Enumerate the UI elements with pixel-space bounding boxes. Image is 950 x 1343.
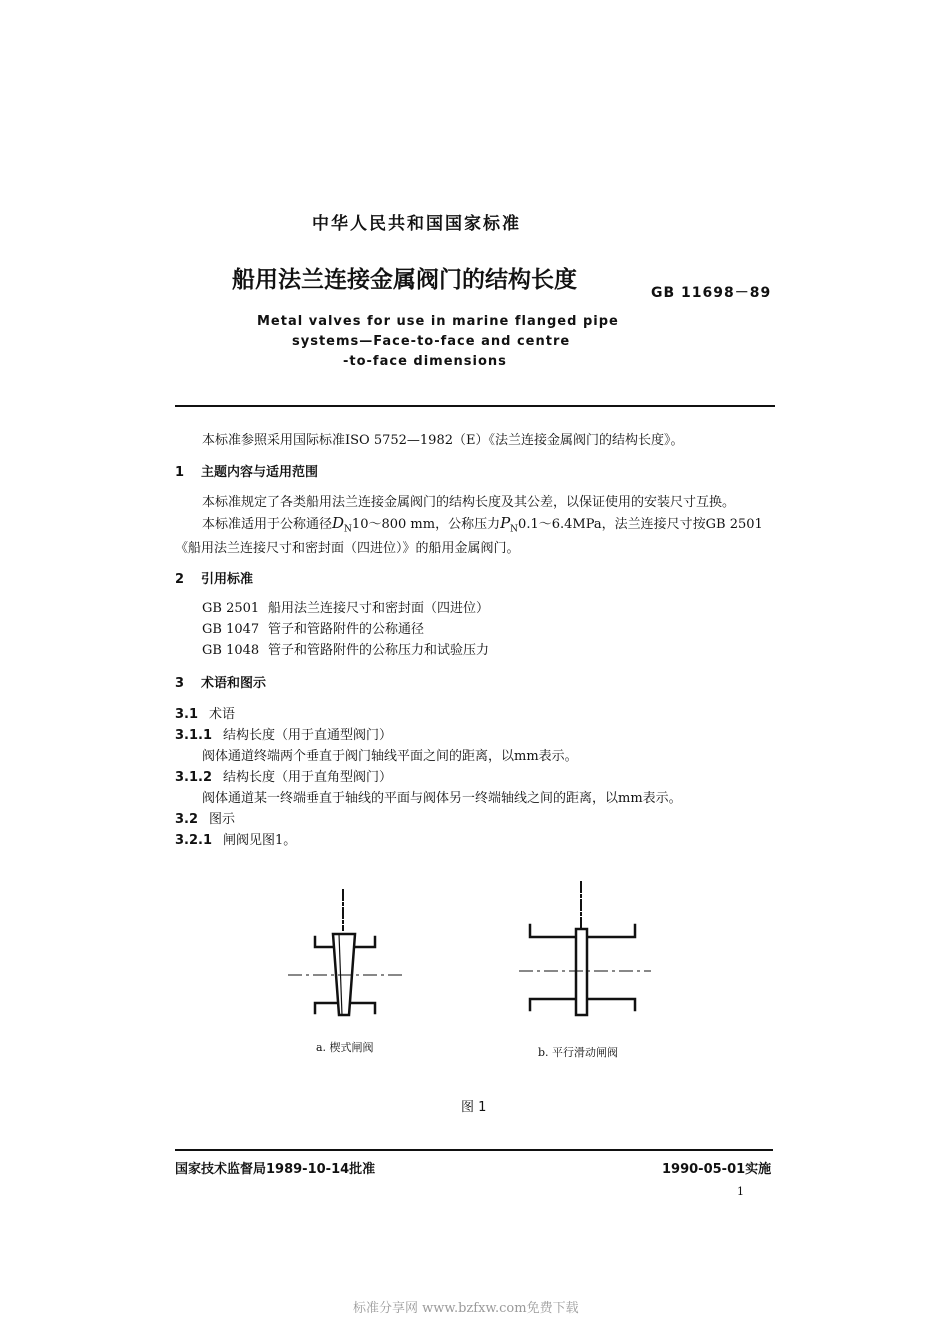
reference-title: 管子和管路附件的公称通径 [268,622,425,637]
footer-rule [175,1149,773,1151]
reference-item [202,618,424,637]
p2-text-c: 0.1～6.4MPa，法兰连接尺寸按GB 2501 [518,517,763,532]
section-3-2-1-number: 3.2.1 [175,833,213,848]
reference-title: 船用法兰连接尺寸和密封面（四进位） [268,601,490,616]
standard-number: GB 11698－89 [651,285,772,301]
dn-symbol: D [332,514,345,532]
section-1-title: 主题内容与适用范围 [201,465,319,480]
section-2-title: 引用标准 [201,572,254,587]
section-1-number: 1 [175,465,185,480]
section-3-1-1-number: 3.1.1 [175,728,213,743]
page-number: 1 [737,1185,744,1198]
section-3-heading [175,672,266,691]
section-3-1-heading [175,703,235,722]
section-3-1-number: 3.1 [175,707,199,722]
section-1-paragraph-2 [202,513,763,535]
figure-caption-b: b. 平行滑动闸阀 [538,1046,619,1059]
reference-code: GB 2501 [202,601,260,616]
effective-date: 1990-05-01实施 [662,1162,772,1177]
section-3-number: 3 [175,676,185,691]
pn-symbol: P [500,514,511,532]
reference-title: 管子和管路附件的公称压力和试验压力 [268,643,490,658]
section-2-number: 2 [175,572,185,587]
figure-title: 图 1 [461,1100,487,1115]
section-3-1-2-number: 3.1.2 [175,770,213,785]
section-3-2-1-title: 闸阀见图1。 [223,833,297,848]
section-3-2-1-heading [175,829,296,848]
reference-item [202,639,489,658]
section-3-1-1-heading [175,724,392,743]
p2-text-a: 本标准适用于公称通径 [202,517,333,532]
section-2-heading [175,568,253,587]
intro-paragraph: 本标准参照采用国际标准ISO 5752—1982（E）《法兰连接金属阀门的结构长度》。 [202,433,684,448]
section-3-1-2-title: 结构长度（用于直角型阀门） [223,770,393,785]
reference-code: GB 1047 [202,622,260,637]
english-title-line-3: -to-face dimensions [343,354,507,369]
header-rule [175,405,775,407]
section-3-1-2-text: 阀体通道某一终端垂直于轴线的平面与阀体另一终端轴线之间的距离，以mm表示。 [202,791,682,806]
watermark: 标准分享网 www.bzfxw.com免费下载 [353,1301,579,1316]
dn-subscript: N [344,524,352,535]
national-standard-label: 中华人民共和国国家标准 [312,214,521,234]
p2-text-b: 10～800 mm，公称压力 [351,517,501,532]
wedge-gate-valve-diagram [280,885,410,1025]
section-3-title: 术语和图示 [201,676,267,691]
reference-code: GB 1048 [202,643,260,658]
page-title: 船用法兰连接金属阀门的结构长度 [232,267,577,293]
section-3-2-title: 图示 [209,812,236,827]
figure-caption-a: a. 楔式闸阀 [316,1041,374,1054]
section-3-1-1-title: 结构长度（用于直通型阀门） [223,728,393,743]
section-1-paragraph-1: 本标准规定了各类船用法兰连接金属阀门的结构长度及其公差，以保证使用的安装尺寸互换。 [202,495,736,510]
section-3-1-title: 术语 [209,707,236,722]
pn-subscript: N [510,524,519,535]
section-1-paragraph-3: 《船用法兰连接尺寸和密封面（四进位）》的船用金属阀门。 [175,541,520,556]
reference-item [202,597,489,616]
section-3-1-2-heading [175,766,392,785]
approval-date: 国家技术监督局1989-10-14批准 [175,1162,376,1177]
section-1-heading [175,461,318,480]
section-3-2-number: 3.2 [175,812,199,827]
english-title-line-1: Metal valves for use in marine flanged pipe [257,314,619,329]
english-title-line-2: systems—Face-to-face and centre [292,334,571,349]
section-3-1-1-text: 阀体通道终端两个垂直于阀门轴线平面之间的距离，以mm表示。 [202,749,578,764]
parallel-slide-gate-valve-diagram [515,877,655,1027]
section-3-2-heading [175,808,235,827]
